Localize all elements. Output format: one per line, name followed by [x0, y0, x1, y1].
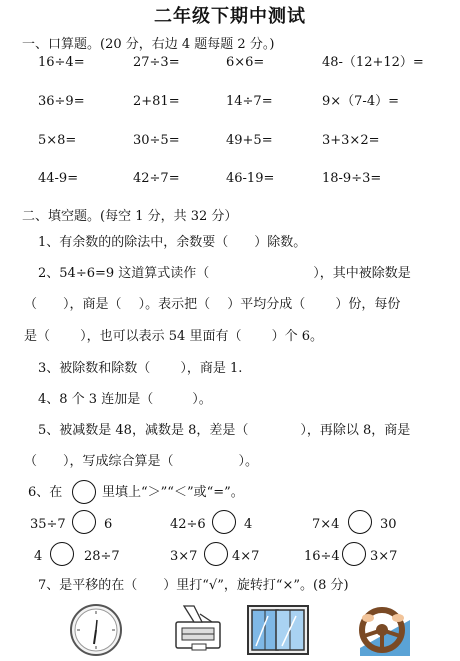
calc-item: 49+5=	[226, 133, 273, 148]
fill-line: （ ），商是（ ）。表示把（ ）平均分成（ ）份，每份	[24, 297, 401, 312]
compare-left: 35÷7	[30, 517, 66, 532]
fill-line: 4、8 个 3 连加是（ ）。	[38, 392, 212, 407]
answer-circle[interactable]	[72, 510, 96, 534]
q6-suffix: 里填上“＞”“＜”或“=”。	[102, 485, 244, 500]
calc-item: 48-（12+12）=	[322, 55, 424, 70]
fill-line: 2、54÷6=9 这道算式读作（ ），其中被除数是	[38, 266, 411, 281]
answer-circle[interactable]	[348, 510, 372, 534]
answer-circle[interactable]	[204, 542, 228, 566]
fill-line: 5、被减数是 48，减数是 8，差是（ ），再除以 8，商是	[38, 423, 411, 438]
compare-right: 30	[380, 517, 397, 532]
sliding-window-icon	[246, 600, 310, 658]
calc-item: 2+81=	[133, 94, 180, 109]
q6-prefix: 6、在	[28, 485, 63, 500]
answer-circle[interactable]	[50, 542, 74, 566]
calc-item: 14÷7=	[226, 94, 273, 109]
compare-left: 7×4	[312, 517, 340, 532]
calc-item: 36÷9=	[38, 94, 85, 109]
calc-item: 6×6=	[226, 55, 265, 70]
calc-item: 16÷4=	[38, 55, 85, 70]
page-title: 二年级下期中测试	[154, 6, 306, 27]
section2-header: 二、填空题。(每空 1 分，共 32 分）	[22, 209, 238, 224]
compare-left: 3×7	[170, 549, 198, 564]
fill-line: （ ），写成综合算是（ ）。	[24, 454, 259, 469]
calc-item: 46-19=	[226, 171, 275, 186]
answer-circle[interactable]	[342, 542, 366, 566]
answer-circle[interactable]	[212, 510, 236, 534]
steering-wheel-icon	[354, 600, 416, 658]
compare-right: 3×7	[370, 549, 398, 564]
calc-item: 44-9=	[38, 171, 79, 186]
compare-right: 4	[244, 517, 253, 532]
fill-line: 1、有余数的的除法中，余数要（ ）除数。	[38, 235, 307, 250]
tape-dispenser-icon	[172, 600, 226, 658]
calc-item: 9×（7-4）=	[322, 94, 399, 109]
compare-left: 42÷6	[170, 517, 206, 532]
compare-right: 4×7	[232, 549, 260, 564]
compare-right: 6	[104, 517, 113, 532]
calc-item: 27÷3=	[133, 55, 180, 70]
calc-item: 18-9÷3=	[322, 171, 382, 186]
section1-header: 一、口算题。(20 分，右边 4 题每题 2 分。)	[22, 37, 275, 52]
compare-right: 28÷7	[84, 549, 120, 564]
compare-left: 4	[34, 549, 43, 564]
calc-item: 3+3×2=	[322, 133, 380, 148]
fill-line: 是（ ），也可以表示 54 里面有（ ）个 6。	[24, 329, 323, 344]
compare-left: 16÷4	[304, 549, 340, 564]
clock-icon	[64, 600, 128, 658]
calc-item: 42÷7=	[133, 171, 180, 186]
fill-line: 3、被除数和除数（ ），商是 1.	[38, 361, 243, 376]
answer-circle[interactable]	[72, 480, 96, 504]
q7-text: 7、是平移的在（ ）里打“√”，旋转打“×”。(8 分)	[38, 578, 349, 593]
calc-item: 5×8=	[38, 133, 77, 148]
calc-item: 30÷5=	[133, 133, 180, 148]
